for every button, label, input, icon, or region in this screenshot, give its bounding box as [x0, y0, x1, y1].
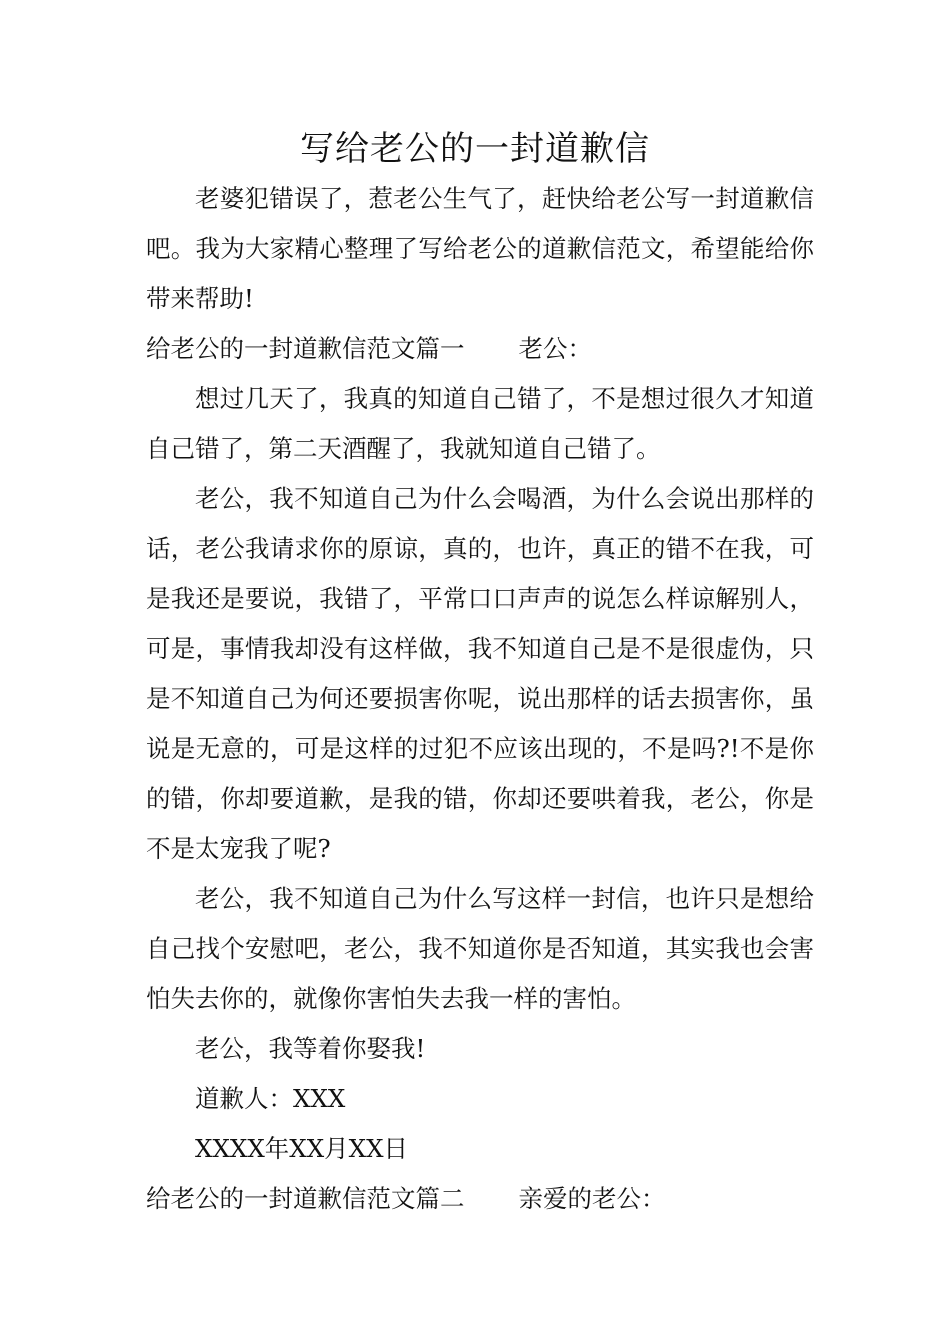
section-1-signature: 道歉人：XXX: [195, 1084, 346, 1113]
section-2-salutation: 亲爱的老公：: [518, 1184, 666, 1213]
section-1-closing-line: 老公，我等着你娶我!: [195, 1034, 426, 1063]
document-body: [146, 174, 814, 1224]
intro-paragraph: 老婆犯错误了，惹老公生气了，赶快给老公写一封道歉信吧。我为大家精心整理了写给老公的道歉信范文，希望能给你带来帮助!: [146, 184, 814, 313]
section-1-paragraph-3: 老公，我不知道自己为什么写这样一封信，也许只是想给自己找个安慰吧，老公，我不知道你是否知道，其实我也会害怕失去你的，就像你害怕失去我一样的害怕。: [146, 884, 814, 1013]
document-title: 写给老公的一封道歉信: [300, 129, 650, 169]
section-1-salutation: 老公：: [518, 334, 592, 363]
section-1-heading: 给老公的一封道歉信范文篇一: [146, 334, 465, 363]
section-2-heading-line: [146, 1174, 814, 1224]
section-2-heading: 给老公的一封道歉信范文篇二: [146, 1184, 465, 1213]
section-1-heading-line: [146, 324, 814, 374]
section-1-paragraph-1: 想过几天了，我真的知道自己错了，不是想过很久才知道自己错了，第二天酒醒了，我就知道自己错了。: [146, 384, 814, 463]
section-1-date: XXXX年XX月XX日: [195, 1134, 409, 1163]
section-1-paragraph-2: 老公，我不知道自己为什么会喝酒，为什么会说出那样的话，老公我请求你的原谅，真的，也许，真正的错不在我，可是我还是要说，我错了，平常口口声声的说怎么样谅解别人，可是，事情我却没有这样做，我不知道自己是不是很虚伪，只是不知道自己为何还要损害你呢，说出那样的话去损害你，虽说是无意的，可是这样的过犯不应该出现的，不是吗?!不是你的错，你却要道歉，是我的错，你却还要哄着我，老公，你是不是太宠我了呢?: [146, 484, 814, 863]
